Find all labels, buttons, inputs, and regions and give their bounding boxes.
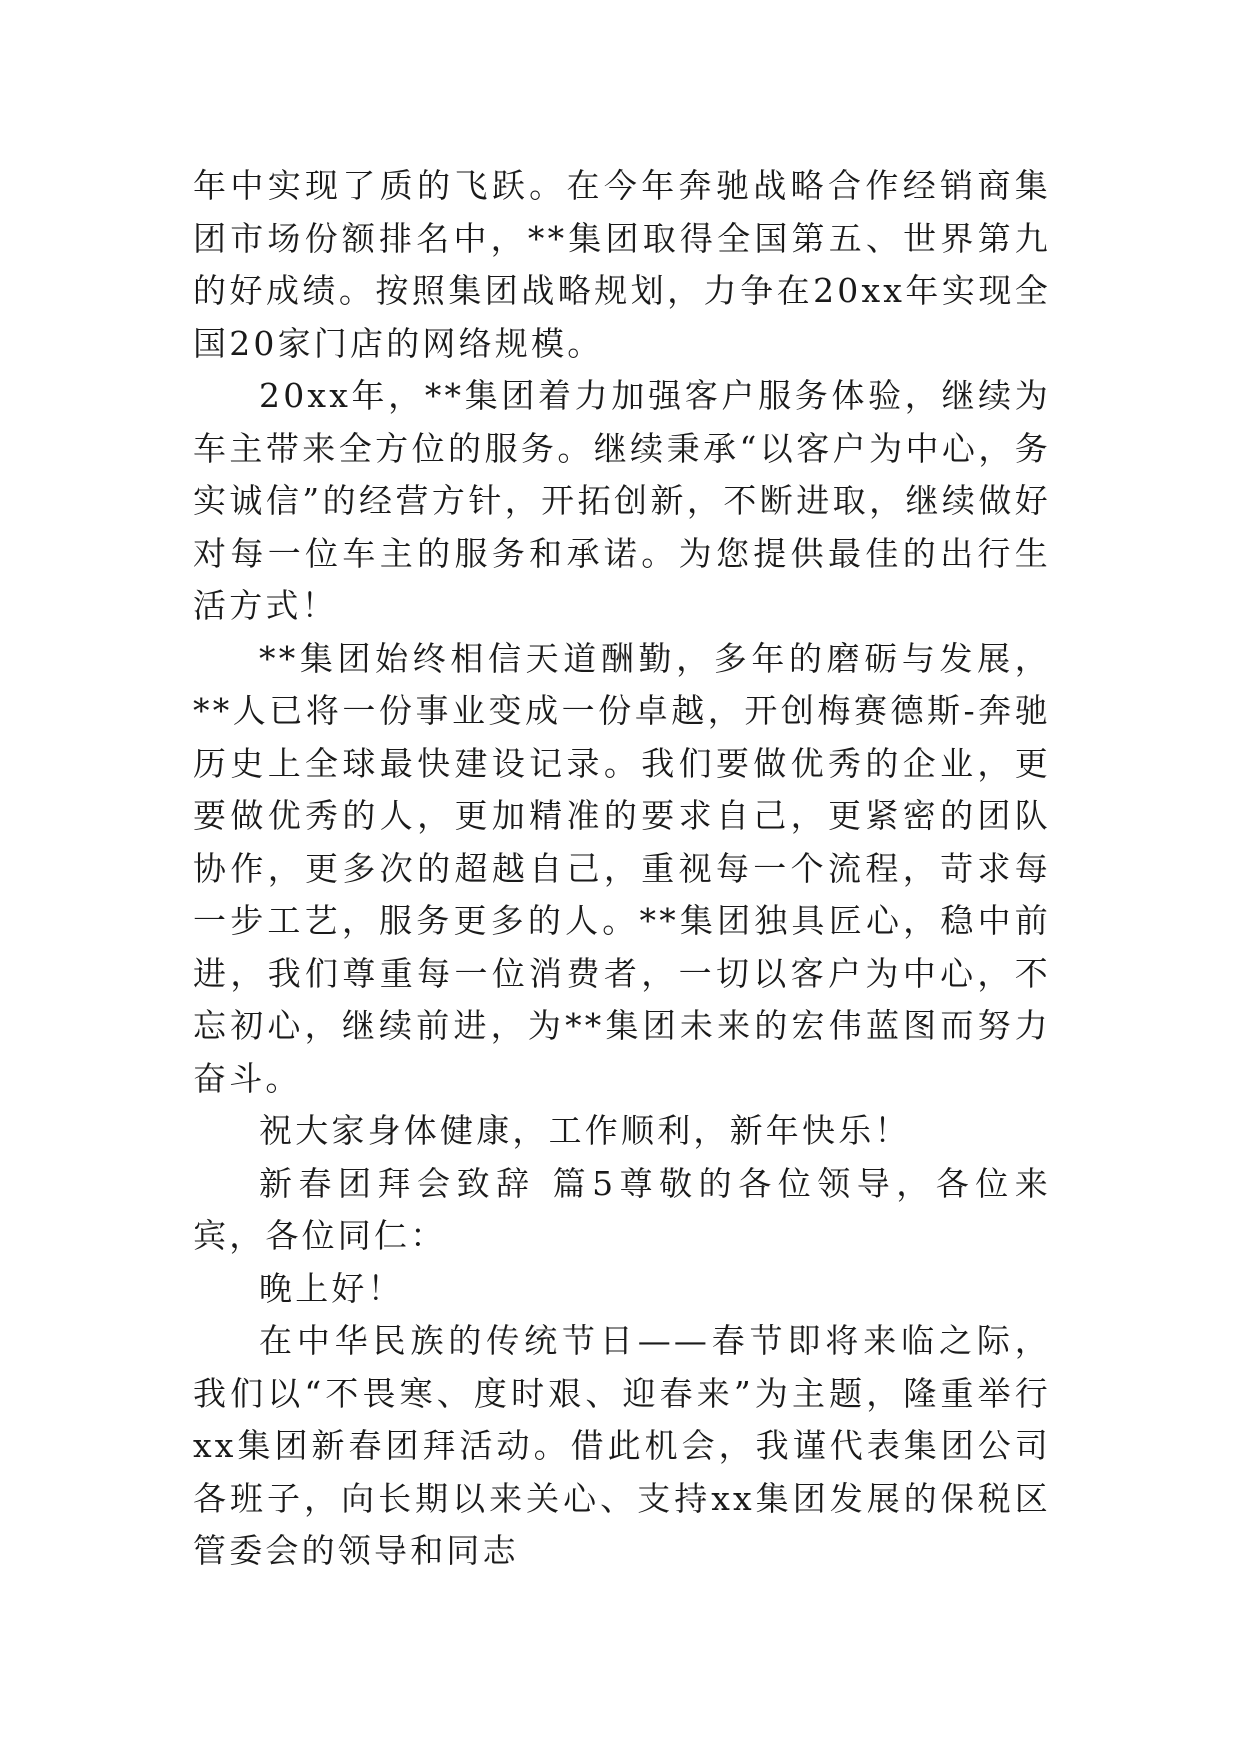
paragraph-continuation: 年中实现了质的飞跃。在今年奔驰战略合作经销商集团市场份额排名中，**集团取得全国第五、世界第九的好成绩。按照集团战略规划，力争在20xx年实现全国20家门店的网络规模。 xyxy=(193,166,1051,363)
paragraph-greeting: 晚上好！ xyxy=(259,1268,404,1308)
paragraph-speech-opening: 在中华民族的传统节日——春节即将来临之际，我们以“不畏寒、度时艰、迎春来”为主题，隆重举行xx集团新春团拜活动。借此机会，我谨代表集团公司各班子，向长期以来关心、支持xx集团发展的保税区管委会的领导和同志 xyxy=(193,1321,1051,1570)
paragraph-group-philosophy: **集团始终相信天道酬勤，多年的磨砺与发展，**人已将一份事业变成一份卓越，开创梅赛德斯-奔驰历史上全球最快建设记录。我们要做优秀的企业，更要做优秀的人，更加精准的要求自己，更紧密的团队协作，更多次的超越自己，重视每一个流程，苛求每一步工艺，服务更多的人。**集团独具匠心，稳中前进，我们尊重每一位消费者，一切以客户为中心，不忘初心，继续前进，为**集团未来的宏伟蓝图而努力奋斗。 xyxy=(193,638,1051,1098)
paragraph-speech-heading: 新春团拜会致辞 篇5尊敬的各位领导，各位来宾，各位同仁： xyxy=(193,1163,1051,1255)
paragraph-new-year-wishes: 祝大家身体健康，工作顺利，新年快乐！ xyxy=(259,1111,911,1150)
paragraph-customer-service: 20xx年，**集团着力加强客户服务体验，继续为车主带来全方位的服务。继续秉承“以客户为中心，务实诚信”的经营方针，开拓创新，不断进取，继续做好对每一位车主的服务和承诺。为您提供最佳的出行生活方式！ xyxy=(193,376,1051,625)
document-body xyxy=(193,160,1051,1578)
